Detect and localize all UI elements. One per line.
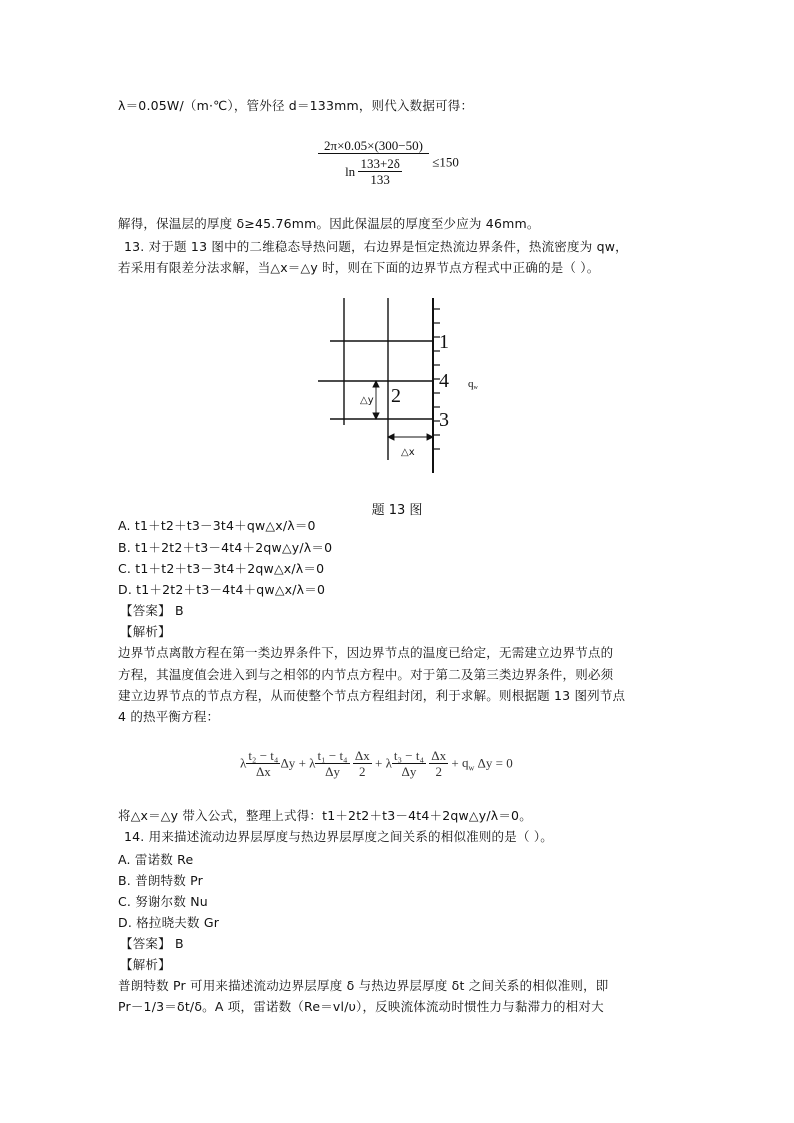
q14-option-d: D. 格拉晓夫数 Gr bbox=[118, 915, 220, 930]
eq2-dy-1: Δy bbox=[280, 755, 296, 771]
q14-option-c: C. 努谢尔数 Nu bbox=[118, 894, 208, 909]
q14-analysis-line2: Pr－1/3＝δt/δ。A 项，雷诺数（Re＝vl/υ），反映流体流动时惯性力与黏滞力的相对大 bbox=[118, 999, 604, 1014]
node-label-3: 3 bbox=[439, 409, 449, 431]
q14-stem: 14. 用来描述流动边界层厚度与热边界层厚度之间关系的相似准则的是（ ）。 bbox=[124, 829, 553, 844]
intro-text: λ＝0.05W/（m·℃），管外径 d＝133mm，则代入数据可得： bbox=[118, 98, 474, 113]
eq2-frac-2: $\frac{\text{t₁ − t₄}}{\Delta y}$ bbox=[317, 748, 348, 779]
eq1-numerator: 2π×0.05×(300−50) bbox=[318, 138, 429, 154]
q13-analysis-line3: 建立边界节点的节点方程，从而使整个节点方程组封闭，利于求解。则根据题 13 图列节点 bbox=[118, 688, 626, 703]
eq1-inner-num: 133+2δ bbox=[360, 156, 400, 171]
dx-label: △x bbox=[401, 447, 415, 458]
q13-conclusion: 将△x＝△y 带入公式，整理上式得：t1＋2t2＋t3－4t4＋2qw△y/λ＝0。 bbox=[118, 808, 532, 823]
eq1-inner-den: 133 bbox=[370, 172, 390, 187]
q13-option-b: B. t1＋2t2＋t3－4t4＋2qw△y/λ＝0 bbox=[118, 540, 333, 555]
q13-analysis-line1: 边界节点离散方程在第一类边界条件下，因边界节点的温度已给定，无需建立边界节点的 bbox=[118, 645, 614, 660]
node-label-4: 4 bbox=[439, 370, 449, 392]
q14-answer: 【答案】 B bbox=[120, 936, 184, 951]
equation-heat-balance: λ $\frac{\text{t₂ − t₄}}{\Delta x}$ Δy + λ $\frac{\text{t₁ − t₄}}{\Delta y}$ $\frac{\Delta x}{2}$ + λ $\frac{\text{t₃ − t₄}}{\Delta y}$ $\frac{\Delta x}{2}$ + $q_w$ Δy = 0 bbox=[240, 748, 513, 779]
eq2-q-term: $q_w$ bbox=[461, 754, 475, 773]
eq2-frac-1: $\frac{\text{t₂ − t₄}}{\Delta x}$ bbox=[248, 748, 279, 779]
q13-analysis-line2: 方程，其温度值会进入到与之相邻的内节点方程中。对于第二及第三类边界条件，则必须 bbox=[118, 667, 614, 682]
q14-analysis-line1: 普朗特数 Pr 可用来描述流动边界层厚度 δ 与热边界层厚度 δt 之间关系的相似准则，即 bbox=[118, 978, 609, 993]
q13-stem-line2: 若采用有限差分法求解，当△x＝△y 时，则在下面的边界节点方程式中正确的是（ ）。 bbox=[118, 260, 600, 275]
eq2-frac-4: $\frac{\text{t₃ − t₄}}{\Delta y}$ bbox=[393, 748, 424, 779]
q13-answer: 【答案】 B bbox=[120, 603, 184, 618]
q14-option-a: A. 雷诺数 Re bbox=[118, 852, 194, 867]
eq1-inner-fraction bbox=[358, 156, 401, 187]
eq2-lambda-2: λ bbox=[309, 755, 316, 771]
eq2-lambda-3: λ bbox=[385, 755, 392, 771]
dx-arrow bbox=[388, 434, 433, 440]
eq1-fraction bbox=[318, 138, 429, 187]
q14-option-b: B. 普朗特数 Pr bbox=[118, 873, 203, 888]
result-text: 解得，保温层的厚度 δ≥45.76mm。因此保温层的厚度至少应为 46mm。 bbox=[118, 216, 540, 231]
figure-caption: 题 13 图 bbox=[371, 503, 423, 518]
dy-arrow bbox=[373, 381, 379, 419]
eq1-rhs: ≤150 bbox=[432, 154, 459, 170]
q13-option-c: C. t1＋t2＋t3－3t4＋2qw△x/λ＝0 bbox=[118, 561, 325, 576]
q13-analysis-line4: 4 的热平衡方程： bbox=[118, 709, 220, 724]
heat-flux-label: qw bbox=[468, 378, 478, 391]
q13-option-d: D. t1＋2t2＋t3－4t4＋qw△x/λ＝0 bbox=[118, 582, 326, 597]
eq2-lambda-1: λ bbox=[240, 755, 247, 771]
q13-analysis-title: 【解析】 bbox=[120, 624, 171, 639]
node-label-1: 1 bbox=[439, 331, 449, 353]
q13-figure bbox=[300, 295, 500, 480]
node-label-2: 2 bbox=[391, 385, 401, 407]
eq1-ln: ln bbox=[345, 164, 356, 179]
dy-label: △y bbox=[360, 395, 374, 406]
eq2-frac-3: $\frac{\Delta x}{2}$ bbox=[354, 748, 370, 779]
q13-option-a: A. t1＋t2＋t3－3t4＋qw△x/λ＝0 bbox=[118, 518, 316, 533]
q13-stem-line1: 13. 对于题 13 图中的二维稳态导热问题，右边界是恒定热流边界条件，热流密度为 qw， bbox=[124, 239, 628, 254]
eq2-frac-5: $\frac{\Delta x}{2}$ bbox=[431, 748, 447, 779]
equation-thickness bbox=[318, 138, 459, 187]
eq2-tail: Δy = 0 bbox=[477, 755, 513, 771]
q14-analysis-title: 【解析】 bbox=[120, 957, 171, 972]
